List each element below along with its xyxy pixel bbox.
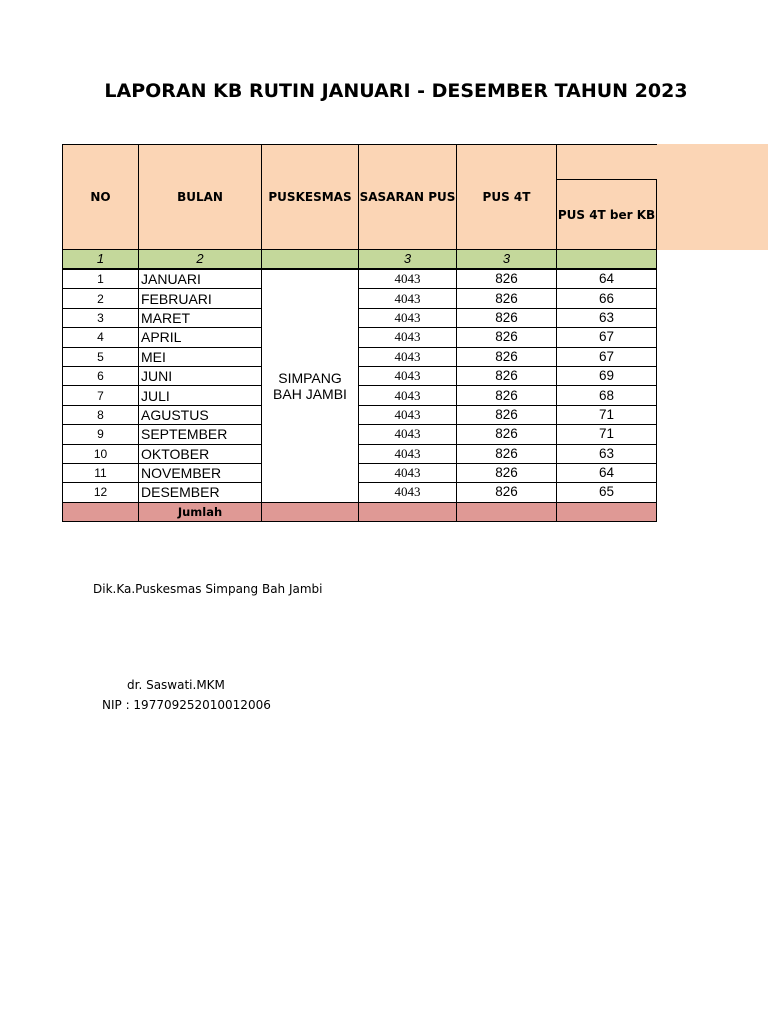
row-pus-4t-ber-kb: 64 bbox=[557, 463, 657, 482]
column-number bbox=[557, 250, 657, 270]
row-sasaran-pus: 4043 bbox=[359, 289, 457, 308]
row-pus-4t-ber-kb: 71 bbox=[557, 405, 657, 424]
row-month: MARET bbox=[139, 308, 262, 327]
row-number: 8 bbox=[63, 405, 139, 424]
row-number: 2 bbox=[63, 289, 139, 308]
row-month: NOVEMBER bbox=[139, 463, 262, 482]
row-sasaran-pus: 4043 bbox=[359, 483, 457, 502]
column-number-row bbox=[63, 250, 657, 270]
total-cell bbox=[262, 502, 359, 521]
row-pus-4t-ber-kb: 64 bbox=[557, 269, 657, 289]
row-pus-4t: 826 bbox=[457, 463, 557, 482]
row-month: JULI bbox=[139, 386, 262, 405]
row-month: FEBRUARI bbox=[139, 289, 262, 308]
row-number: 1 bbox=[63, 269, 139, 289]
table-row bbox=[63, 425, 657, 444]
header-group-cell bbox=[557, 145, 657, 180]
row-pus-4t-ber-kb: 69 bbox=[557, 366, 657, 385]
row-number: 6 bbox=[63, 366, 139, 385]
row-number: 5 bbox=[63, 347, 139, 366]
header-extension bbox=[656, 144, 768, 250]
row-month: AGUSTUS bbox=[139, 405, 262, 424]
row-number: 12 bbox=[63, 483, 139, 502]
row-sasaran-pus: 4043 bbox=[359, 328, 457, 347]
row-sasaran-pus: 4043 bbox=[359, 308, 457, 327]
total-cell bbox=[63, 502, 139, 521]
row-sasaran-pus: 4043 bbox=[359, 366, 457, 385]
row-pus-4t-ber-kb: 63 bbox=[557, 308, 657, 327]
row-month: JANUARI bbox=[139, 269, 262, 289]
row-month: SEPTEMBER bbox=[139, 425, 262, 444]
row-month: DESEMBER bbox=[139, 483, 262, 502]
row-month: JUNI bbox=[139, 366, 262, 385]
row-number: 11 bbox=[63, 463, 139, 482]
header-sasaran-pus: SASARAN PUS bbox=[359, 145, 457, 250]
header-bulan: BULAN bbox=[139, 145, 262, 250]
column-number: 3 bbox=[457, 250, 557, 270]
column-number: 3 bbox=[359, 250, 457, 270]
row-pus-4t-ber-kb: 71 bbox=[557, 425, 657, 444]
row-number: 3 bbox=[63, 308, 139, 327]
row-pus-4t: 826 bbox=[457, 308, 557, 327]
total-cell bbox=[359, 502, 457, 521]
header-pus-4t-ber-kb: PUS 4T ber KB bbox=[557, 180, 657, 250]
row-sasaran-pus: 4043 bbox=[359, 269, 457, 289]
column-number bbox=[262, 250, 359, 270]
total-cell bbox=[557, 502, 657, 521]
column-number: 1 bbox=[63, 250, 139, 270]
row-sasaran-pus: 4043 bbox=[359, 347, 457, 366]
table-row bbox=[63, 308, 657, 327]
signature-name: dr. Saswati.MKM bbox=[127, 678, 225, 692]
row-pus-4t: 826 bbox=[457, 328, 557, 347]
row-pus-4t: 826 bbox=[457, 269, 557, 289]
table-row bbox=[63, 463, 657, 482]
puskesmas-name: SIMPANG BAH JAMBI bbox=[262, 269, 359, 502]
total-label: Jumlah bbox=[139, 502, 262, 521]
table-row bbox=[63, 444, 657, 463]
table-row bbox=[63, 366, 657, 385]
row-month: APRIL bbox=[139, 328, 262, 347]
report-title: LAPORAN KB RUTIN JANUARI - DESEMBER TAHUN 2023 bbox=[104, 80, 688, 102]
column-number: 2 bbox=[139, 250, 262, 270]
table-row bbox=[63, 405, 657, 424]
row-sasaran-pus: 4043 bbox=[359, 444, 457, 463]
row-pus-4t-ber-kb: 66 bbox=[557, 289, 657, 308]
row-number: 7 bbox=[63, 386, 139, 405]
row-month: OKTOBER bbox=[139, 444, 262, 463]
row-number: 4 bbox=[63, 328, 139, 347]
header-puskesmas: PUSKESMAS bbox=[262, 145, 359, 250]
signature-nip: NIP : 197709252010012006 bbox=[102, 698, 271, 712]
row-pus-4t: 826 bbox=[457, 386, 557, 405]
row-pus-4t: 826 bbox=[457, 289, 557, 308]
header-pus-4t: PUS 4T bbox=[457, 145, 557, 250]
row-number: 10 bbox=[63, 444, 139, 463]
table-row bbox=[63, 386, 657, 405]
row-pus-4t-ber-kb: 67 bbox=[557, 347, 657, 366]
total-row bbox=[63, 502, 657, 521]
row-number: 9 bbox=[63, 425, 139, 444]
row-pus-4t: 826 bbox=[457, 366, 557, 385]
table-row bbox=[63, 289, 657, 308]
row-pus-4t-ber-kb: 63 bbox=[557, 444, 657, 463]
row-month: MEI bbox=[139, 347, 262, 366]
row-pus-4t: 826 bbox=[457, 347, 557, 366]
total-cell bbox=[457, 502, 557, 521]
row-pus-4t: 826 bbox=[457, 483, 557, 502]
row-sasaran-pus: 4043 bbox=[359, 386, 457, 405]
row-sasaran-pus: 4043 bbox=[359, 463, 457, 482]
row-pus-4t-ber-kb: 65 bbox=[557, 483, 657, 502]
table-row bbox=[63, 347, 657, 366]
row-pus-4t-ber-kb: 68 bbox=[557, 386, 657, 405]
row-sasaran-pus: 4043 bbox=[359, 425, 457, 444]
table-row bbox=[63, 328, 657, 347]
row-sasaran-pus: 4043 bbox=[359, 405, 457, 424]
row-pus-4t: 826 bbox=[457, 444, 557, 463]
row-pus-4t: 826 bbox=[457, 405, 557, 424]
table-row bbox=[63, 483, 657, 502]
header-no: NO bbox=[63, 145, 139, 250]
kb-report-table bbox=[62, 144, 657, 522]
table-row bbox=[63, 269, 657, 289]
row-pus-4t: 826 bbox=[457, 425, 557, 444]
row-pus-4t-ber-kb: 67 bbox=[557, 328, 657, 347]
signature-position: Dik.Ka.Puskesmas Simpang Bah Jambi bbox=[93, 582, 323, 596]
